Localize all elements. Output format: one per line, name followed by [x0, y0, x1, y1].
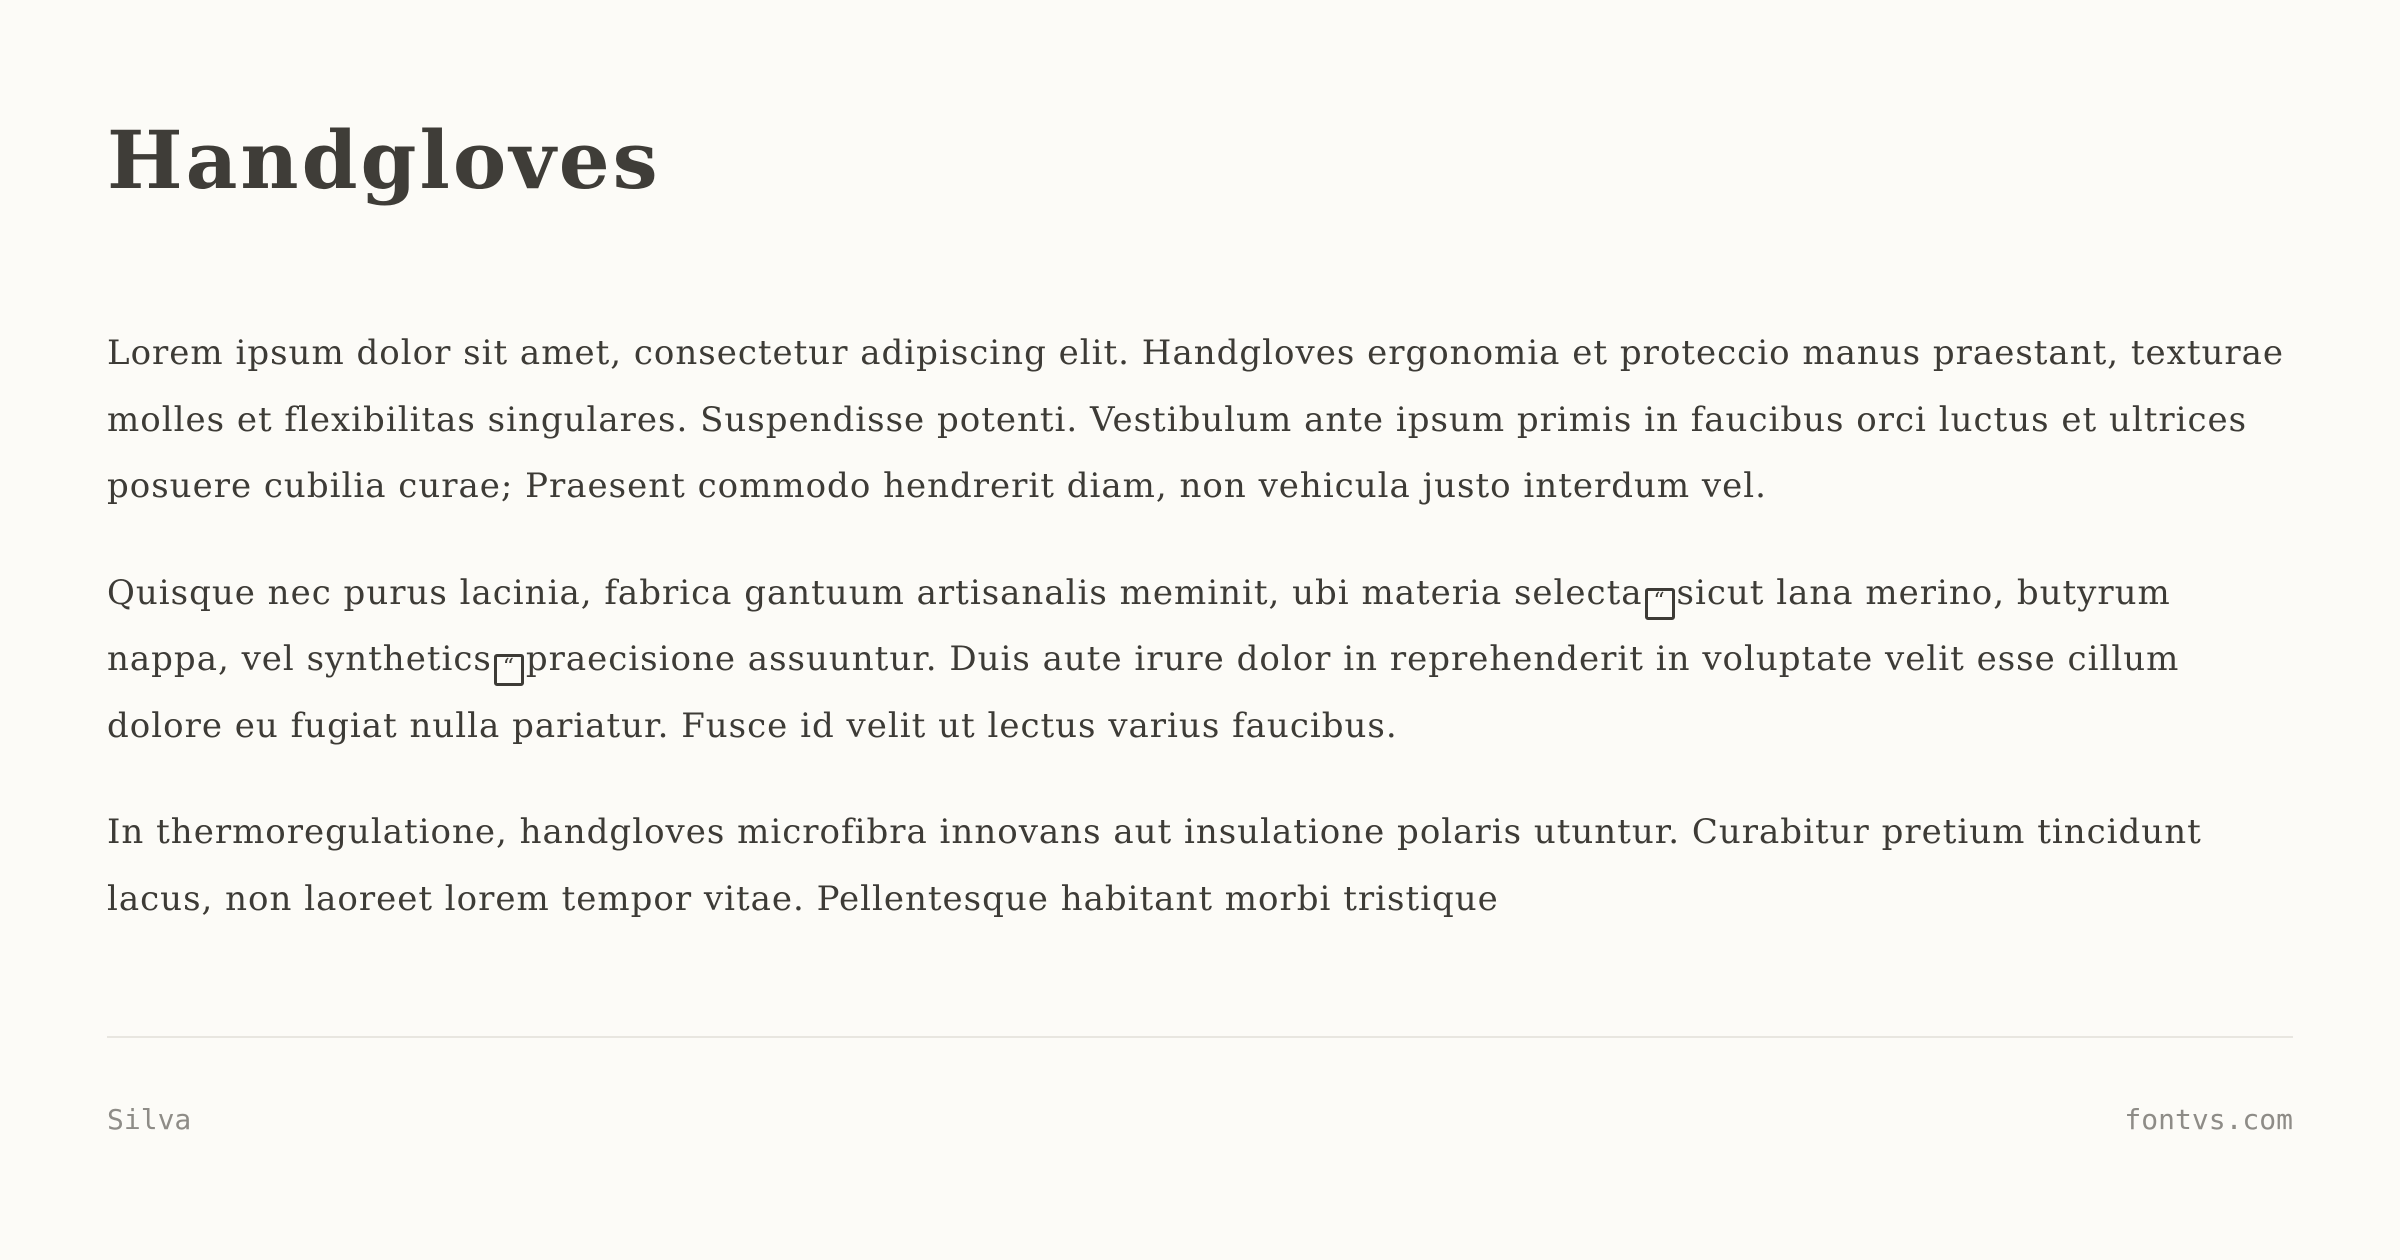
paragraph-1: Lorem ipsum dolor sit amet, consectetur adipiscing elit. Handgloves ergonomia et proteccio manus praestant, texturae molles et flexibilitas singulares. Suspendisse potenti. Vestibulum ante ipsum primis in faucibus orci luctus et ultrices posuere cubilia curae; Praesent commodo hendrerit diam, non vehicula justo interdum vel.: [107, 333, 2285, 506]
footer-divider: [107, 1036, 2293, 1038]
paragraph-2-part-1: Quisque nec purus lacinia, fabrica gantuum artisanalis meminit, ubi materia selecta: [107, 572, 1643, 613]
page-title: Handgloves: [107, 113, 661, 207]
font-name-label: Silva: [107, 1103, 192, 1136]
paragraph-2: [107, 560, 2293, 760]
missing-glyph-box: “: [1645, 588, 1675, 620]
missing-glyph-box: “: [494, 654, 524, 686]
body-text: [107, 320, 2293, 1036]
specimen-page: [107, 0, 2293, 1260]
paragraph-3: In thermoregulatione, handgloves microfibra innovans aut insulatione polaris utuntur. Curabitur pretium tincidunt lacus, non laoreet lorem tempor vitae. Pellentesque habitant morbi tristique: [107, 812, 2202, 919]
paragraph-2-part-2: sicut lana merino, butyrum nappa, vel synthetics: [107, 572, 2171, 679]
site-link[interactable]: fontvs.com: [2124, 1103, 2293, 1136]
paragraph-2-part-3: praecisione assuuntur. Duis aute irure dolor in reprehenderit in voluptate velit esse cillum dolore eu fugiat nulla pariatur. Fusce id velit ut lectus varius faucibus.: [107, 639, 2180, 746]
